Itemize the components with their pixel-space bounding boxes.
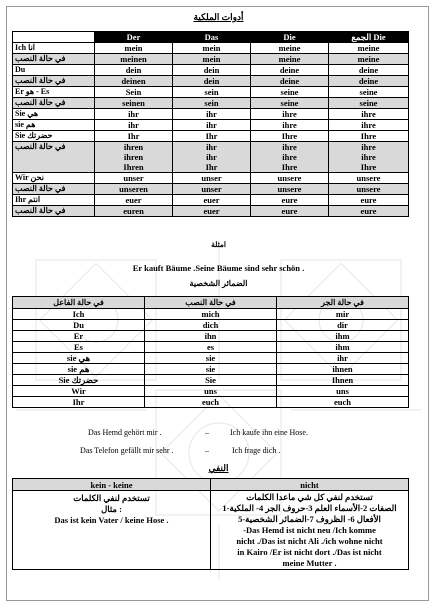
- possessive-row-multi: [13, 142, 409, 173]
- possessive-cell-multi: [95, 142, 173, 173]
- pronoun-cell: mich: [145, 309, 277, 320]
- possessive-cell-line: Ihren: [123, 162, 144, 172]
- possessive-row: [13, 206, 409, 217]
- pronouns-title: الضمائر الشخصية: [189, 279, 248, 288]
- possessive-cell: deine: [251, 76, 329, 87]
- possessive-cell: Sein: [95, 87, 173, 98]
- header-das: Das: [173, 32, 251, 43]
- possessive-row: [13, 131, 409, 142]
- possessive-cell: dein: [173, 65, 251, 76]
- possessive-cell: euer: [95, 195, 173, 206]
- nicht-line-3: 5-الأفعال 6- الظروف 7-الضمائر الشخصية: [238, 514, 381, 524]
- pronoun-cell: sie: [145, 353, 277, 364]
- header-dative: في حالة الجر: [277, 297, 409, 309]
- possessive-title: أدوات الملكية: [193, 12, 244, 22]
- possessive-cell: Ihr: [95, 131, 173, 142]
- pronoun-header-row: [13, 297, 409, 309]
- negation-header-row: [13, 479, 409, 491]
- possessive-row-label: Wir نحن: [13, 173, 95, 184]
- possessive-cell: dein: [173, 76, 251, 87]
- possessive-cell: mein: [173, 43, 251, 54]
- possessive-row: [13, 43, 409, 54]
- header-accusative: في حالة النصب: [145, 297, 277, 309]
- possessive-cell: Ihre: [251, 131, 329, 142]
- possessive-row-label: Sie هي: [13, 109, 95, 120]
- pronoun-row: [13, 309, 409, 320]
- kein-line-2: مثال :: [101, 504, 122, 514]
- kein-cell: [13, 491, 211, 570]
- pronoun-cell: ihm: [277, 342, 409, 353]
- example-1-right: Ich kaufe ihn eine Hose.: [230, 428, 308, 437]
- possessive-cell: unsere: [251, 173, 329, 184]
- pronoun-row: [13, 375, 409, 386]
- possessive-cell: ihre: [329, 109, 409, 120]
- possessive-cell: ihr: [95, 109, 173, 120]
- header-der: Der: [95, 32, 173, 43]
- possessive-cell-line: ihren: [123, 152, 144, 162]
- possessive-cell-multi: [329, 142, 409, 173]
- possessive-cell: meine: [329, 43, 409, 54]
- possessive-row-label: في حالة النصب: [13, 142, 95, 173]
- possessive-cell: meine: [251, 54, 329, 65]
- possessive-cell: seinen: [95, 98, 173, 109]
- possessive-cell: sein: [173, 98, 251, 109]
- possessive-cell: ihre: [251, 109, 329, 120]
- nicht-line-2: 1-الصفات 2-الأسماء العلم 3-حروف الجر 4- الملكية: [222, 503, 397, 513]
- pronoun-cell: sie: [145, 364, 277, 375]
- nicht-cell: [211, 491, 409, 570]
- pronoun-row: [13, 331, 409, 342]
- pronoun-cell: Wir: [13, 386, 145, 397]
- possessive-cell-line: ihre: [361, 152, 376, 162]
- example-1-left: Das Hemd gehört mir .: [88, 428, 162, 437]
- pronoun-cell: ihr: [277, 353, 409, 364]
- possessive-cell: Ihre: [329, 131, 409, 142]
- examples-label: امثلة: [211, 240, 226, 249]
- pronoun-row: [13, 342, 409, 353]
- possessive-cell: deine: [329, 76, 409, 87]
- header-blank: [13, 32, 95, 43]
- possessive-cell: euer: [173, 206, 251, 217]
- kein-line-3: Das ist kein Vater / keine Hose .: [54, 515, 169, 525]
- possessive-cell: eure: [251, 206, 329, 217]
- header-nicht: nicht: [211, 479, 409, 491]
- possessive-cell: unsere: [251, 184, 329, 195]
- possessive-row: [13, 184, 409, 195]
- possessive-header-row: [13, 32, 409, 43]
- pronoun-cell: Sie حضرتك: [13, 375, 145, 386]
- possessive-row-label: Du: [13, 65, 95, 76]
- negation-table: [12, 478, 409, 570]
- nicht-line-6: in Kairo /Er ist nicht dort ./Das ist nicht: [237, 547, 382, 557]
- example-1-dash: –: [205, 428, 209, 437]
- possessive-cell: seine: [251, 87, 329, 98]
- possessive-row: [13, 173, 409, 184]
- pronoun-cell: mir: [277, 309, 409, 320]
- pronoun-cell: Er: [13, 331, 145, 342]
- possessive-cell: unsere: [329, 173, 409, 184]
- possessive-cell: meine: [329, 54, 409, 65]
- example-2-right: Ich frage dich .: [232, 446, 281, 455]
- possessive-row-label: في حالة النصب: [13, 184, 95, 195]
- possessive-row-label: Er هو - Es: [13, 87, 95, 98]
- possessive-cell: unser: [173, 173, 251, 184]
- pronoun-cell: ihnen: [277, 364, 409, 375]
- possessive-cell: ihr: [173, 120, 251, 131]
- example-2-left: Das Telefon gefällt mir sehr .: [80, 446, 174, 455]
- possessive-row-label: Ihr انتم: [13, 195, 95, 206]
- possessive-cell-line: Ihre: [281, 162, 298, 172]
- possessive-cell: unseren: [95, 184, 173, 195]
- header-die: Die: [251, 32, 329, 43]
- pronoun-row: [13, 397, 409, 408]
- possessive-cell: seine: [329, 98, 409, 109]
- kein-line-1: تستخدم لنفي الكلمات: [73, 493, 150, 503]
- possessive-row: [13, 120, 409, 131]
- possessive-cell: eure: [251, 195, 329, 206]
- pronoun-cell: ihn: [145, 331, 277, 342]
- example-2-dash: –: [205, 446, 209, 455]
- pronoun-cell: sie هم: [13, 364, 145, 375]
- possessive-row: [13, 65, 409, 76]
- possessive-cell: dein: [95, 65, 173, 76]
- header-nominative: في حالة الفاعل: [13, 297, 145, 309]
- possessive-cell-line: Ihr: [205, 162, 218, 172]
- pronoun-cell: uns: [277, 386, 409, 397]
- possessive-cell-multi: [251, 142, 329, 173]
- possessive-cell: mein: [173, 54, 251, 65]
- possessive-cell: sein: [173, 87, 251, 98]
- possessive-cell: euren: [95, 206, 173, 217]
- possessive-cell-line: ihre: [282, 142, 297, 152]
- pronoun-cell: ihm: [277, 331, 409, 342]
- possessive-cell: eure: [329, 195, 409, 206]
- possessive-cell: euer: [173, 195, 251, 206]
- pronoun-cell: euch: [145, 397, 277, 408]
- possessive-cell: ihre: [329, 120, 409, 131]
- possessive-cell: unser: [173, 184, 251, 195]
- possessive-cell: seine: [329, 87, 409, 98]
- possessive-cell: eure: [329, 206, 409, 217]
- possessive-cell-multi: [173, 142, 251, 173]
- pronoun-row: [13, 386, 409, 397]
- pronoun-cell: Sie: [145, 375, 277, 386]
- possessive-cell-line: ihren: [123, 142, 144, 152]
- possessive-cell: deinen: [95, 76, 173, 87]
- possessive-cell: ihr: [173, 109, 251, 120]
- pronoun-cell: dich: [145, 320, 277, 331]
- negation-body-row: [13, 491, 409, 570]
- possessive-cell-line: ihre: [282, 152, 297, 162]
- nicht-line-4: -Das Hemd ist nicht neu /Ich komme: [243, 525, 376, 535]
- possessive-row: [13, 98, 409, 109]
- pronoun-cell: uns: [145, 386, 277, 397]
- possessive-row-label: Sie حضرتك: [13, 131, 95, 142]
- example-sentence: Er kauft Bäume .Seine Bäume sind sehr schön .: [132, 263, 305, 273]
- nicht-line-7: meine Mutter .: [282, 558, 337, 568]
- nicht-line-5: nicht ./Das ist nicht Ali ./ich wohne nicht: [236, 536, 383, 546]
- possessive-cell-line: ihr: [206, 142, 217, 152]
- possessive-row: [13, 54, 409, 65]
- pronoun-row: [13, 353, 409, 364]
- possessive-row: [13, 76, 409, 87]
- possessive-row-label: sie هم: [13, 120, 95, 131]
- possessive-row-label: في حالة النصب: [13, 54, 95, 65]
- possessive-cell-line: Ihre: [360, 162, 377, 172]
- header-plural-die: الجمع Die: [329, 32, 409, 43]
- pronoun-cell: es: [145, 342, 277, 353]
- possessive-table: [12, 31, 409, 217]
- pronoun-cell: dir: [277, 320, 409, 331]
- pronoun-cell: Es: [13, 342, 145, 353]
- pronoun-cell: Ich: [13, 309, 145, 320]
- possessive-cell: deine: [329, 65, 409, 76]
- possessive-row: [13, 195, 409, 206]
- pronoun-table: [12, 296, 409, 408]
- pronoun-cell: sie هي: [13, 353, 145, 364]
- possessive-cell: meine: [251, 43, 329, 54]
- possessive-cell: deine: [251, 65, 329, 76]
- possessive-cell-line: ihre: [361, 142, 376, 152]
- nicht-line-1: تستخدم لنفي كل شي ماعدا الكلمات: [246, 492, 373, 502]
- possessive-row-label: في حالة النصب: [13, 98, 95, 109]
- pronoun-row: [13, 320, 409, 331]
- possessive-cell: ihre: [251, 120, 329, 131]
- possessive-row: [13, 109, 409, 120]
- header-kein: kein - keine: [13, 479, 211, 491]
- possessive-cell: Ihr: [173, 131, 251, 142]
- possessive-cell: meinen: [95, 54, 173, 65]
- possessive-row-label: في حالة النصب: [13, 206, 95, 217]
- possessive-cell: mein: [95, 43, 173, 54]
- possessive-cell-line: ihr: [206, 152, 217, 162]
- pronoun-cell: euch: [277, 397, 409, 408]
- possessive-cell: unsere: [329, 184, 409, 195]
- pronoun-cell: Du: [13, 320, 145, 331]
- possessive-cell: ihr: [95, 120, 173, 131]
- possessive-cell: seine: [251, 98, 329, 109]
- possessive-row-label: Ich انا: [13, 43, 95, 54]
- possessive-row: [13, 87, 409, 98]
- pronoun-row: [13, 364, 409, 375]
- negation-title: النفي: [208, 463, 229, 473]
- possessive-cell: unser: [95, 173, 173, 184]
- pronoun-cell: Ihr: [13, 397, 145, 408]
- possessive-row-label: في حالة النصب: [13, 76, 95, 87]
- pronoun-cell: Ihnen: [277, 375, 409, 386]
